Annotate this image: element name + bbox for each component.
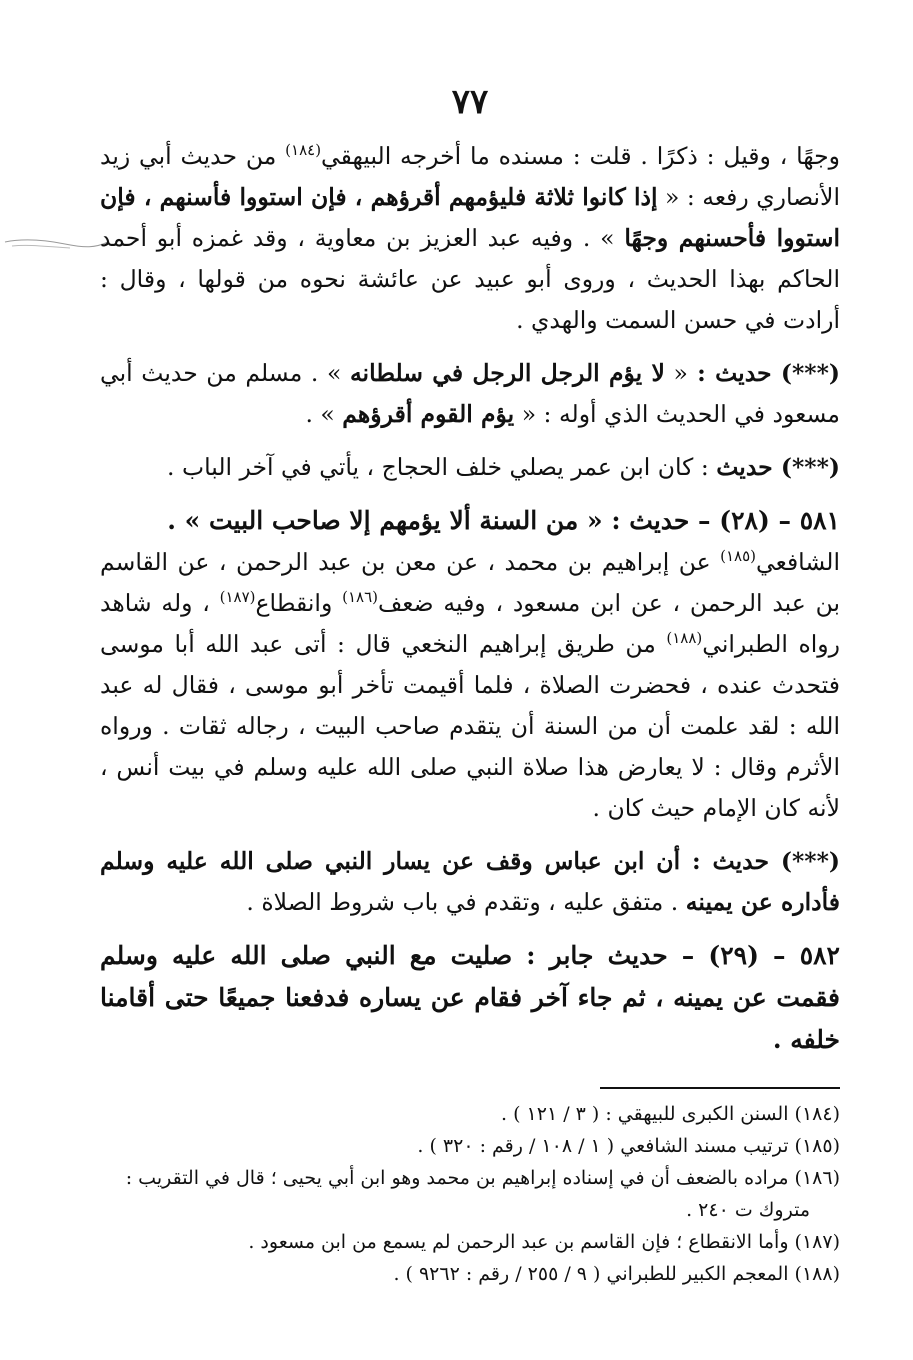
- paragraph-ibn-umar: [100, 447, 840, 488]
- footnote-ref-185[interactable]: (١٨٥): [720, 547, 757, 566]
- footnotes: [100, 1099, 840, 1289]
- footnote-ref-188[interactable]: (١٨٨): [666, 629, 703, 648]
- text: وانقطاع: [255, 589, 343, 617]
- hadith-text-bold: يؤم القوم أقرؤهم: [342, 400, 515, 428]
- footnote-ref-184[interactable]: (١٨٤): [285, 141, 322, 160]
- text: «: [664, 359, 688, 387]
- footnote-188: (١٨٨) المعجم الكبير للطبراني ( ٩ / ٢٥٥ / رقم : ٩٢٦٢ ) .: [393, 1263, 840, 1285]
- text: : كان ابن عمر يصلي خلف الحجاج ، يأتي في آخر الباب .: [167, 453, 717, 481]
- text: » . مسلم من حديث أبي مسعود في الحديث الذي أوله : «: [100, 359, 840, 428]
- book-page: [100, 82, 840, 1291]
- footnote-divider: [600, 1087, 840, 1089]
- hadith-text-bold: لا يؤم الرجل الرجل في سلطانه: [349, 359, 665, 387]
- hadith-heading-581: ٥٨١ – (٢٨) – حديث : « من السنة ألا يؤمهم إلا صاحب البيت » .: [167, 506, 840, 535]
- footnote-184: (١٨٤) السنن الكبرى للبيهقي : ( ٣ / ١٢١ ) .: [501, 1103, 840, 1125]
- text: من حديث أبي زيد الأنصاري رفعه : «: [100, 142, 840, 211]
- hadith-text-bold: إذا كانوا ثلاثة فليؤمهم أقرؤهم ، فإن استووا فأسنهم ، فإن استووا فأحسنهم وجهًا: [100, 183, 840, 252]
- paragraph-sultan: [100, 353, 840, 435]
- paragraph-582: [100, 935, 840, 1061]
- paragraph-ibn-abbas: [100, 841, 840, 923]
- footnote-186-continued: متروك ت ٢٤٠ .: [686, 1199, 810, 1221]
- paragraph-581: [100, 500, 840, 829]
- footnote-ref-187[interactable]: (١٨٧): [219, 588, 256, 607]
- hadith-label: (***) حديث: [716, 453, 840, 481]
- hadith-heading-582: ٥٨٢ – (٢٩) – حديث جابر : صليت مع النبي صلى الله عليه وسلم فقمت عن يمينه ، ثم جاء آخر فقام عن يساره فدفعنا جميعًا حتى أقامنا خلفه .: [100, 941, 840, 1054]
- text: » . وفيه عبد العزيز بن معاوية ، وقد غمزه أبو أحمد الحاكم بهذا الحديث ، وروى أبو عبيد عن عائشة نحوه من قولها ، وقال : أرادت في حسن السمت والهدي .: [100, 224, 840, 334]
- margin-scribble: [0, 228, 110, 258]
- footnote-ref-186[interactable]: (١٨٦): [342, 588, 378, 607]
- footnote-187: (١٨٧) وأما الانقطاع ؛ فإن القاسم بن عبد الرحمن لم يسمع من ابن مسعود .: [248, 1231, 840, 1253]
- text: » .: [305, 400, 343, 428]
- text: ، وله شاهد رواه الطبراني: [100, 589, 840, 658]
- text: عن إبراهيم بن محمد ، عن معن بن عبد الرحمن ، عن القاسم بن عبد الرحمن ، عن ابن مسعود ، وفيه ضعف: [100, 548, 841, 617]
- text: من طريق إبراهيم النخعي قال : أتى عبد الله أبا موسى فتحدث عنده ، فحضرت الصلاة ، فلما أقيمت تأخر أبو موسى ، فقال له عبد الله : لقد علمت أن من السنة أن يتقدم صاحب البيت ، رجاله ثقات . ورواه الأثرم وقال : لا يعارض هذا صلاة النبي صلى الله عليه وسلم في بيت أنس ، لأنه كان الإمام حيث كان .: [100, 630, 840, 822]
- paragraph-bayhaqi: [100, 136, 840, 341]
- page-number: ٧٧: [451, 82, 489, 122]
- footnote-185: (١٨٥) ترتيب مسند الشافعي ( ١ / ١٠٨ / رقم : ٣٢٠ ) .: [417, 1135, 840, 1157]
- footnote-186: (١٨٦) مراده بالضعف أن في إسناده إبراهيم بن محمد وهو ابن أبي يحيى ؛ قال في التقريب :: [125, 1167, 840, 1189]
- hadith-label: (***) حديث :: [680, 847, 840, 875]
- text: الشافعي: [756, 548, 840, 576]
- text: . متفق عليه ، وتقدم في باب شروط الصلاة .: [246, 888, 686, 916]
- hadith-text-bold: أن ابن عباس وقف عن يسار النبي صلى الله عليه وسلم فأداره عن يمينه: [100, 847, 840, 916]
- text: وجهًا ، وقيل : ذكرًا . قلت : مسنده ما أخرجه البيهقي: [321, 142, 840, 170]
- hadith-label: (***) حديث :: [687, 359, 840, 387]
